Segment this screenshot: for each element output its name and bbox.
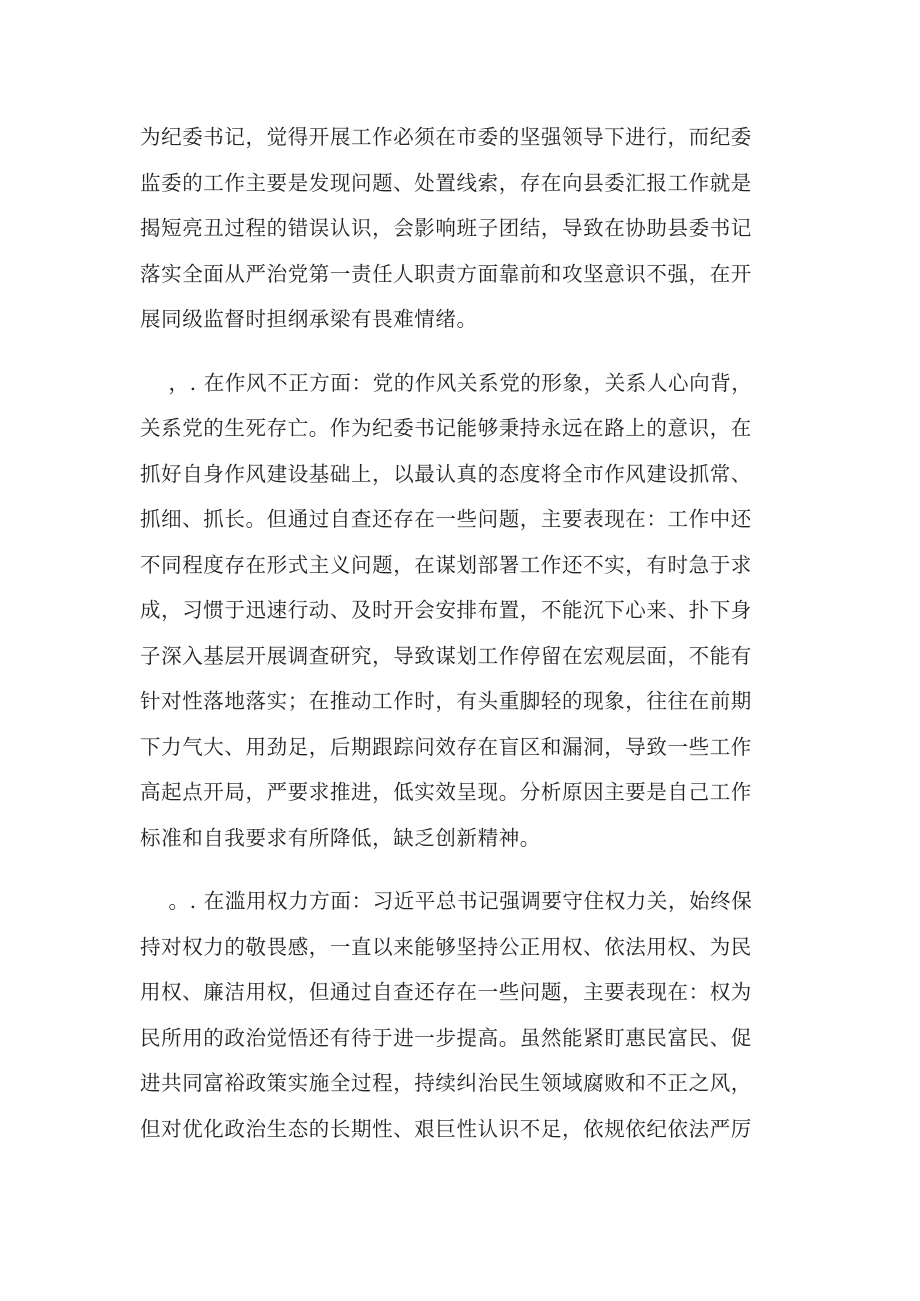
text-line: 揭短亮丑过程的错误认识，会影响班子团结，导致在协助县委书记 — [140, 216, 752, 240]
text-line: 。. 在滥用权力方面：习近平总书记强调要守住权力关，始终保 — [140, 889, 753, 913]
paragraph-1 — [140, 115, 780, 343]
text-line: 但对优化政治生态的长期性、艰巨性认识不足，依规依纪依法严厉 — [140, 1116, 752, 1141]
text-line: 下力气大、用劲足，后期跟踪问效存在盲区和漏洞，导致一些工作 — [140, 734, 752, 759]
text-line: 子深入基层开展调查研究，导致谋划工作停留在宏观层面，不能有 — [140, 643, 752, 668]
text-line: 进共同富裕政策实施全过程，持续纠治民生领域腐败和不正之风， — [140, 1071, 752, 1095]
text-line: 关系党的生死存亡。作为纪委书记能够秉持永远在路上的意识，在 — [140, 416, 752, 440]
paragraph-spacer — [140, 861, 780, 879]
paragraph-2 — [140, 361, 780, 862]
text-line: 民所用的政治觉悟还有待于进一步提高。虽然能紧盯惠民富民、促 — [140, 1025, 752, 1050]
text-line: 针对性落地落实；在推动工作时，有头重脚轻的现象，往往在前期 — [140, 689, 752, 713]
document-body — [140, 115, 780, 1152]
text-line: 抓细、抓长。但通过自查还存在一些问题，主要表现在：工作中还 — [140, 507, 752, 531]
text-line: 成，习惯于迅速行动、及时开会安排布置，不能沉下心来、扑下身 — [140, 598, 752, 622]
paragraph-3 — [140, 879, 780, 1152]
text-line: 落实全面从严治党第一责任人职责方面靠前和攻坚意识不强，在开 — [140, 261, 752, 286]
text-line: 持对权力的敬畏感，一直以来能够坚持公正用权、依法用权、为民 — [140, 934, 752, 959]
text-line: 不同程度存在形式主义问题，在谋划部署工作还不实，有时急于求 — [140, 552, 752, 577]
text-line: 高起点开局，严要求推进，低实效呈现。分析原因主要是自己工作 — [140, 780, 752, 804]
text-line: 为纪委书记，觉得开展工作必须在市委的坚强领导下进行，而纪委 — [140, 125, 752, 149]
text-line: 监委的工作主要是发现问题、处置线索，存在向县委汇报工作就是 — [140, 170, 752, 195]
text-line: 用权、廉洁用权，但通过自查还存在一些问题，主要表现在：权为 — [140, 980, 752, 1004]
text-line: 展同级监督时担纲承梁有畏难情绪。 — [140, 307, 478, 331]
paragraph-spacer — [140, 343, 780, 361]
text-line: ，. 在作风不正方面：党的作风关系党的形象，关系人心向背， — [140, 370, 753, 395]
text-line: 抓好自身作风建设基础上，以最认真的态度将全市作风建设抓常、 — [140, 461, 752, 486]
text-line: 标准和自我要求有所降低，缺乏创新精神。 — [140, 825, 541, 850]
